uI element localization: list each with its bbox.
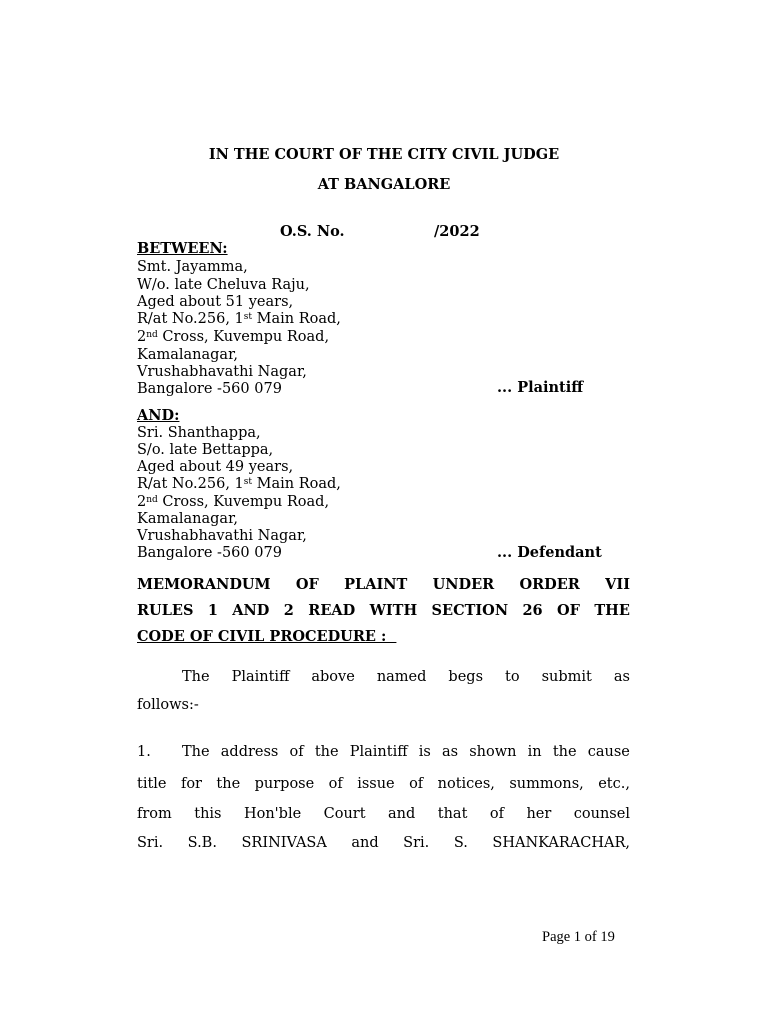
word: submit [541,669,592,685]
word: Plaintiff [349,744,408,760]
court-title-line1: IN THE COURT OF THE CITY CIVIL JUDGE [208,146,560,163]
word: ORDER [519,576,580,593]
plaintiff-address-line1: R/at No.256, 1st Main Road, [137,311,341,327]
word: The [182,744,210,760]
word: this [194,806,222,822]
word: is [418,744,431,760]
word: of [489,806,504,822]
memorandum-title-line3: CODE OF CIVIL PROCEDURE : [137,628,397,645]
word: READ [308,602,356,619]
word: to [505,669,520,685]
word: of [328,776,343,792]
word: the [552,744,577,760]
word: S.B. [187,835,217,851]
word: THE [594,602,630,619]
word: SRINIVASA [241,835,327,851]
word: OF [295,576,319,593]
word: AND [232,602,270,619]
word: Hon'ble [243,806,302,822]
word: Sri. [137,835,164,851]
defendant-address-line3: Kamalanagar, [137,511,239,527]
word: notices, [437,776,495,792]
para1-number: 1. [137,744,151,760]
defendant-age: Aged about 49 years, [137,459,294,475]
plaintiff-address-line2: 2nd Cross, Kuvempu Road, [137,329,330,345]
plaintiff-age: Aged about 51 years, [137,294,294,310]
word: PLAINT [344,576,408,593]
word: as [441,744,459,760]
para1-line3 [137,806,630,822]
word: UNDER [432,576,495,593]
defendant-name: Sri. Shanthappa, [137,425,261,441]
word: address [220,744,279,760]
defendant-role: ... Defendant [497,544,602,561]
and-heading: AND: [137,407,180,424]
plaintiff-relation: W/o. late Cheluva Raju, [137,277,310,293]
defendant-address-line4: Vrushabhavathi Nagar, [137,528,307,544]
word: RULES [137,602,194,619]
word: and [388,806,416,822]
defendant-relation: S/o. late Bettappa, [137,442,274,458]
defendant-address-line2: 2nd Cross, Kuvempu Road, [137,494,330,510]
page-number: Page 1 of 19 [542,929,615,945]
word: OF [557,602,580,619]
word: named [376,669,427,685]
word: Court [323,806,366,822]
word: 1 [207,602,218,619]
para1-line1 [182,744,630,760]
word: counsel [573,806,630,822]
word: Plaintiff [231,669,290,685]
word: as [613,669,630,685]
word: purpose [254,776,315,792]
defendant-address-line1: R/at No.256, 1st Main Road, [137,476,341,492]
word: and [351,835,379,851]
word: 2 [283,602,294,619]
word: of [409,776,424,792]
word: VII [605,576,630,593]
court-title-line2: AT BANGALORE [317,176,451,193]
word: begs [448,669,484,685]
memorandum-title-line2 [137,602,630,619]
word: MEMORANDUM [137,576,271,593]
word: summons, [509,776,584,792]
plaintiff-address-line4: Vrushabhavathi Nagar, [137,364,307,380]
word: 26 [522,602,543,619]
word: WITH [369,602,418,619]
case-number-label: O.S. No. [280,223,345,240]
word: SHANKARACHAR, [492,835,630,851]
word: of [289,744,304,760]
word: from [137,806,172,822]
word: etc., [598,776,630,792]
word: SECTION [431,602,509,619]
word: that [437,806,468,822]
case-number-year: /2022 [434,223,480,240]
para1-line2 [137,776,630,792]
intro-line1 [182,669,630,685]
word: The [182,669,210,685]
memorandum-title-line1 [137,576,630,593]
word: for [180,776,202,792]
plaintiff-address-line5: Bangalore -560 079 [137,381,282,397]
word: title [137,776,167,792]
word: issue [357,776,395,792]
plaintiff-role: ... Plaintiff [497,379,584,396]
word: shown [469,744,517,760]
word: her [526,806,552,822]
word: in [527,744,542,760]
word: the [216,776,241,792]
intro-line2: follows:- [137,697,199,713]
word: Sri. [403,835,430,851]
word: cause [587,744,630,760]
word: the [314,744,339,760]
defendant-address-line5: Bangalore -560 079 [137,545,282,561]
word: S. [453,835,468,851]
para1-line4 [137,835,630,851]
word: above [311,669,355,685]
between-heading: BETWEEN: [137,240,228,257]
plaintiff-address-line3: Kamalanagar, [137,347,239,363]
plaintiff-name: Smt. Jayamma, [137,259,248,275]
